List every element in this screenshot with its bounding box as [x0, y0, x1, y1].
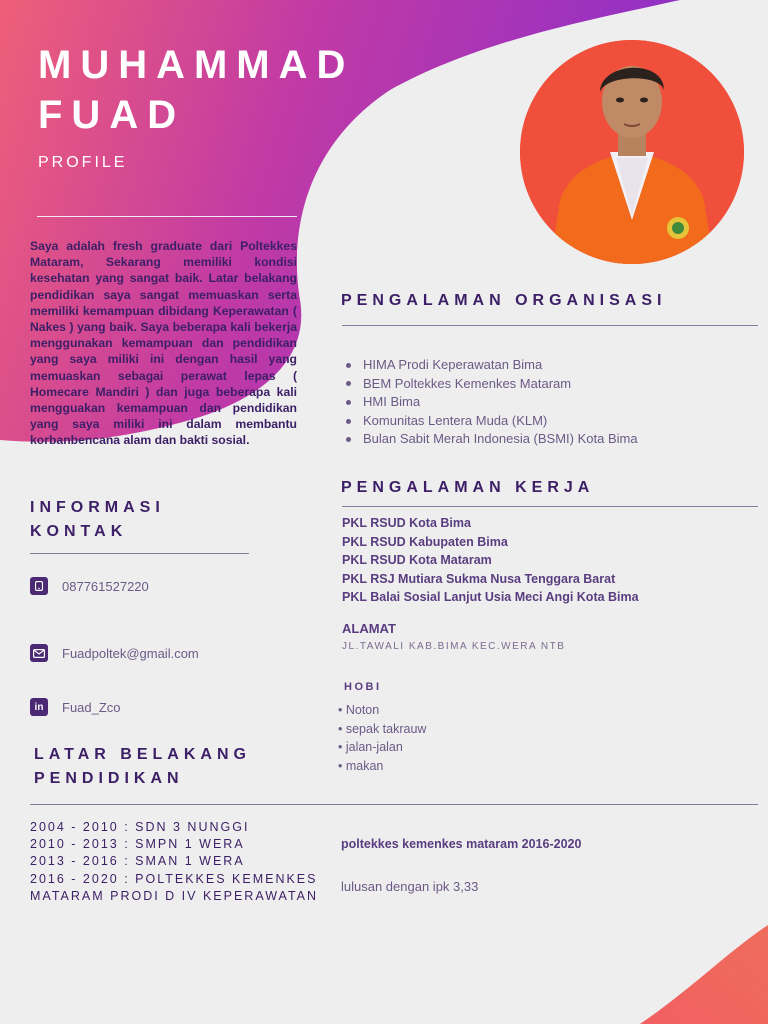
profile-label: PROFILE [38, 154, 128, 171]
organization-section-title: PENGALAMAN ORGANISASI [341, 292, 667, 309]
work-item: PKL RSUD Kabupaten Bima [342, 534, 508, 549]
hobby-item: • makan [338, 758, 384, 773]
hobby-item: • Noton [338, 703, 380, 717]
education-title-line2: PENDIDIKAN [34, 770, 184, 787]
contact-linkedin[interactable]: Fuad_Zco [62, 699, 121, 715]
education-item: 2013 - 2016 : SMAN 1 WERA [30, 854, 245, 869]
hobby-list [338, 701, 426, 775]
contact-title-line1: INFORMASI [30, 499, 165, 516]
education-divider [30, 804, 758, 805]
contact-email-row [30, 644, 199, 662]
name-last: FUAD [38, 93, 186, 137]
work-item: PKL RSUD Kota Mataram [342, 553, 492, 568]
contact-section-title [30, 496, 165, 544]
linkedin-icon: in [30, 698, 48, 716]
work-item: PKL Balai Sosial Lanjut Usia Meci Angi Kota Bima [342, 590, 639, 605]
education-item: 2016 - 2020 : POLTEKKES KEMENKES [30, 871, 318, 886]
hobby-item: • jalan-jalan [338, 740, 403, 755]
education-ipk: lulusan dengan ipk 3,33 [341, 879, 479, 894]
name-first: MUHAMMAD [38, 43, 355, 87]
work-item: PKL RSUD Kota Bima [342, 516, 471, 530]
address-title: ALAMAT [342, 621, 396, 636]
profile-divider [37, 216, 297, 217]
contact-phone[interactable]: 087761527220 [62, 578, 149, 594]
education-school: poltekkes kemenkes mataram 2016-2020 [341, 837, 582, 851]
contact-linkedin-row [30, 698, 121, 716]
phone-icon [30, 577, 48, 595]
person-illustration [520, 40, 744, 264]
organization-item: HMI Bima [343, 393, 638, 412]
profile-photo [520, 40, 744, 264]
contact-title-line2: KONTAK [30, 523, 128, 540]
work-section-title: PENGALAMAN KERJA [341, 479, 595, 496]
education-item: MATARAM PRODI D IV KEPERAWATAN [30, 888, 319, 903]
organization-item: BEM Poltekkes Kemenkes Mataram [343, 375, 638, 394]
contact-divider [30, 553, 249, 554]
organization-item: Bulan Sabit Merah Indonesia (BSMI) Kota Bima [343, 430, 638, 449]
organization-item: HIMA Prodi Keperawatan Bima [343, 356, 638, 375]
email-icon [30, 644, 48, 662]
education-item: 2004 - 2010 : SDN 3 NUNGGI [30, 820, 250, 834]
profile-description: Saya adalah fresh graduate dari Poltekkes Mataram, Sekarang memiliki kondisi kesehatan yang sangat baik. Latar belakang pendidikan saya sangat memuaskan serta memiliki kemampuan dibidang Keperawatan ( Nakes ) yang baik. Saya beberapa kali bekerja menggunakan kemampuan dan pendidikan yang saya miliki ini dengan hasil yang memuaskan sebagai perawat lepas ( Homecare Mandiri ) dan juga beberapa kali mengguakan kemampuan dan pendidikan yang saya miliki ini dalam membantu korbanbencana alam dan bakti sosial. [30, 239, 297, 448]
education-section-title [34, 743, 251, 791]
work-list [342, 514, 639, 607]
name-heading [38, 40, 354, 140]
education-list [30, 819, 318, 905]
contact-email[interactable]: Fuadpoltek@gmail.com [62, 645, 199, 661]
education-item: 2010 - 2013 : SMPN 1 WERA [30, 837, 245, 852]
organization-divider [342, 325, 758, 326]
organization-item: Komunitas Lentera Muda (KLM) [343, 412, 638, 431]
work-item: PKL RSJ Mutiara Sukma Nusa Tenggara Barat [342, 571, 616, 586]
work-divider [342, 506, 758, 507]
hobby-item: • sepak takrauw [338, 721, 427, 736]
education-title-line1: LATAR BELAKANG [34, 746, 251, 763]
hobby-title: HOBI [344, 681, 382, 693]
contact-phone-row [30, 577, 149, 595]
address-value: JL.TAWALI KAB.BIMA KEC.WERA NTB [342, 641, 566, 652]
organization-list [343, 356, 638, 449]
